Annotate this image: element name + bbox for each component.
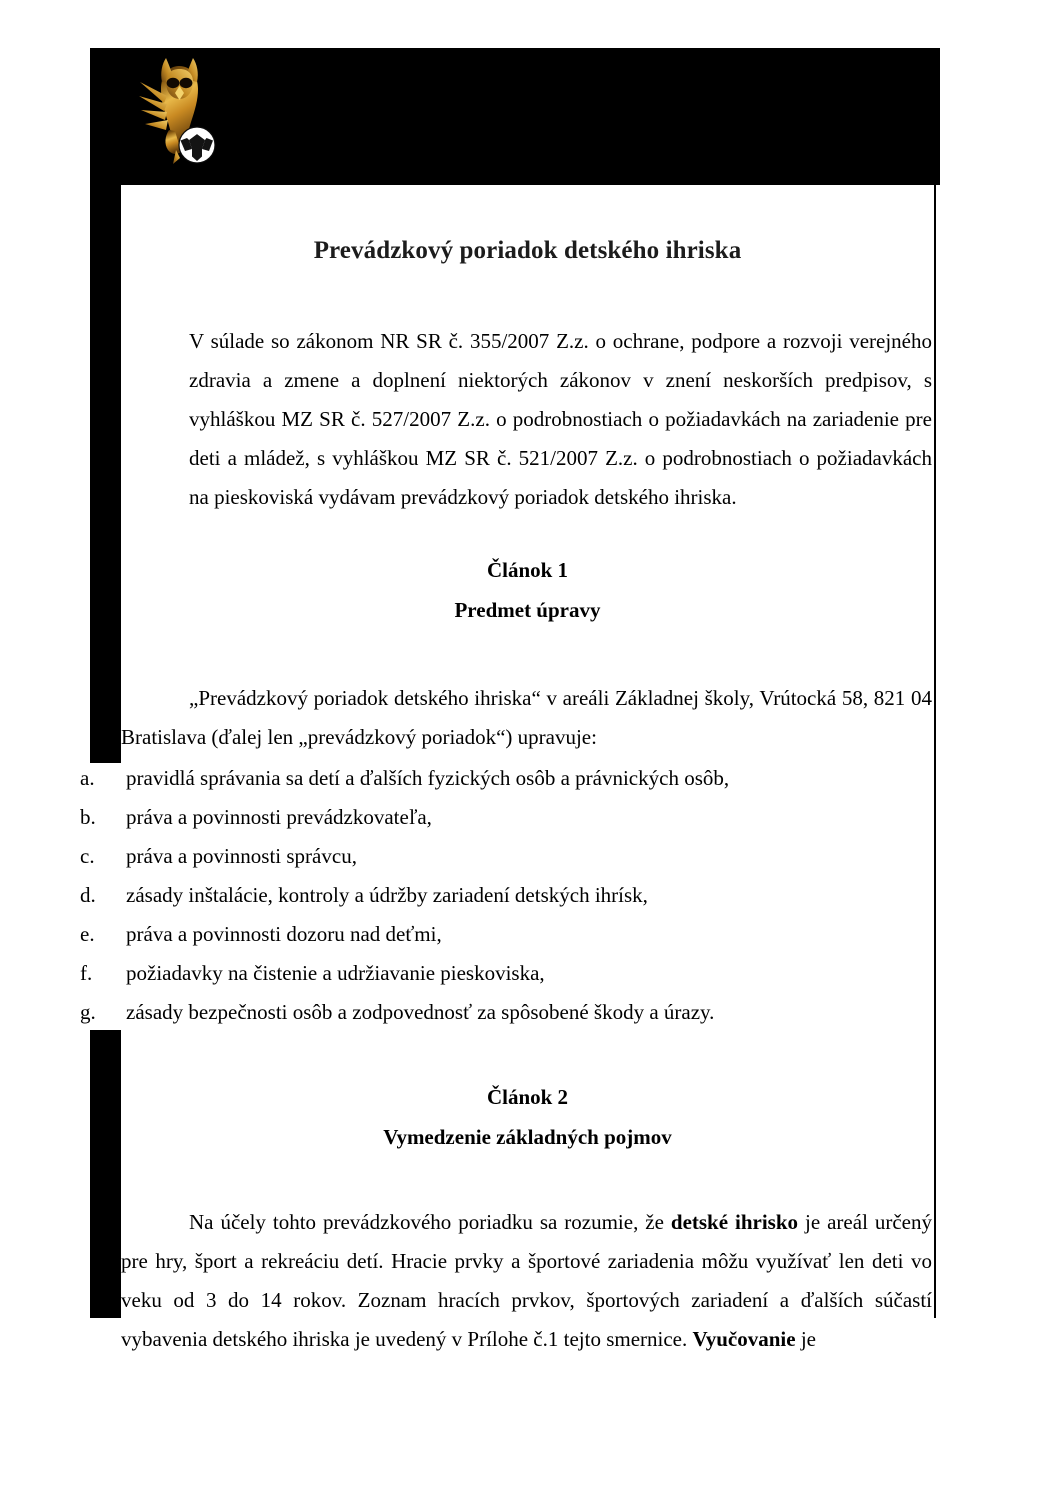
list-item-text: zásady inštalácie, kontroly a údržby zariadení detských ihrísk, <box>126 883 648 907</box>
right-frame-rule <box>934 185 936 1318</box>
header-black-band <box>90 48 940 185</box>
list-marker: g. <box>80 1000 96 1024</box>
article-1-heading: Článok 1 <box>486 558 569 582</box>
document-body <box>80 185 934 1351</box>
list-item <box>80 876 934 915</box>
article-1-body <box>80 679 934 1032</box>
list-marker: a. <box>80 766 95 790</box>
list-marker: c. <box>80 844 95 868</box>
definitions-text-part-1: Na účely tohto prevádzkového poriadku sa rozumie, že <box>189 1210 671 1234</box>
list-item-text: práva a povinnosti správcu, <box>126 844 357 868</box>
article-1-subheading: Predmet úpravy <box>454 598 601 622</box>
article-1-section <box>121 551 934 631</box>
page-title: Prevádzkový poriadok detského ihriska <box>313 237 742 264</box>
definitions-text-part-2: je areál určený pre hry, šport a rekreáciu detí. Hracie prvky a športové zariadenia môžu využívať len deti vo veku od 3 do 14 rokov. Zoznam hracích prvkov, športových zariadení a ďalších súčastí vybavenia detského ihriska je uvedený v Prílohe č.1 tejto smernice. <box>121 1210 932 1351</box>
article-1-lead-paragraph: „Prevádzkový poriadok detského ihriska“ v areáli Základnej školy, Vrútocká 58, 821 04 Bratislava (ďalej len „prevádzkový poriadok“) upravuje: <box>121 686 932 749</box>
list-item-text: požiadavky na čistenie a udržiavanie pieskoviska, <box>126 961 545 985</box>
left-frame-rail-upper <box>90 185 121 763</box>
intro-paragraph: V súlade so zákonom NR SR č. 355/2007 Z.z. o ochrane, podpore a rozvoji verejného zdravia a zmene a doplnení niektorých zákonov v znení neskorších predpisov, s vyhláškou MZ SR č. 527/2007 Z.z. o podrobnostiach o požiadavkách na zariadenie pre deti a mládež, s vyhláškou MZ SR č. 521/2007 Z.z. o podrobnostiach o požiadavkách na pieskoviská vydávam prevádzkový poriadok detského ihriska. <box>189 329 932 509</box>
definitions-text-part-3: je <box>795 1327 816 1351</box>
definition-term-teaching: Vyučovanie <box>692 1327 796 1351</box>
article-2-section <box>121 1078 934 1158</box>
list-item <box>80 954 934 993</box>
list-marker: d. <box>80 883 96 907</box>
list-marker: f. <box>80 961 93 985</box>
list-item <box>80 915 934 954</box>
list-item-text: zásady bezpečnosti osôb a zodpovednosť za spôsobené škody a úrazy. <box>126 1000 715 1024</box>
left-frame-rail-lower <box>90 1030 121 1318</box>
list-item <box>80 993 934 1032</box>
article-2-lead-paragraph <box>121 1203 932 1359</box>
list-item <box>80 837 934 876</box>
list-item <box>80 759 934 798</box>
list-marker: b. <box>80 805 96 829</box>
article-2-heading: Článok 2 <box>486 1085 569 1109</box>
article-2-subheading: Vymedzenie základných pojmov <box>383 1125 672 1149</box>
list-item <box>80 798 934 837</box>
owl-with-soccer-ball-icon <box>135 52 227 182</box>
scope-list <box>80 759 934 1032</box>
definition-term-playground: detské ihrisko <box>670 1210 799 1234</box>
list-item-text: práva a povinnosti dozoru nad deťmi, <box>126 922 442 946</box>
list-item-text: práva a povinnosti prevádzkovateľa, <box>126 805 432 829</box>
article-2-body <box>121 1203 934 1359</box>
intro-block <box>121 322 934 517</box>
list-marker: e. <box>80 922 95 946</box>
list-item-text: pravidlá správania sa detí a ďalších fyzických osôb a právnických osôb, <box>126 766 730 790</box>
